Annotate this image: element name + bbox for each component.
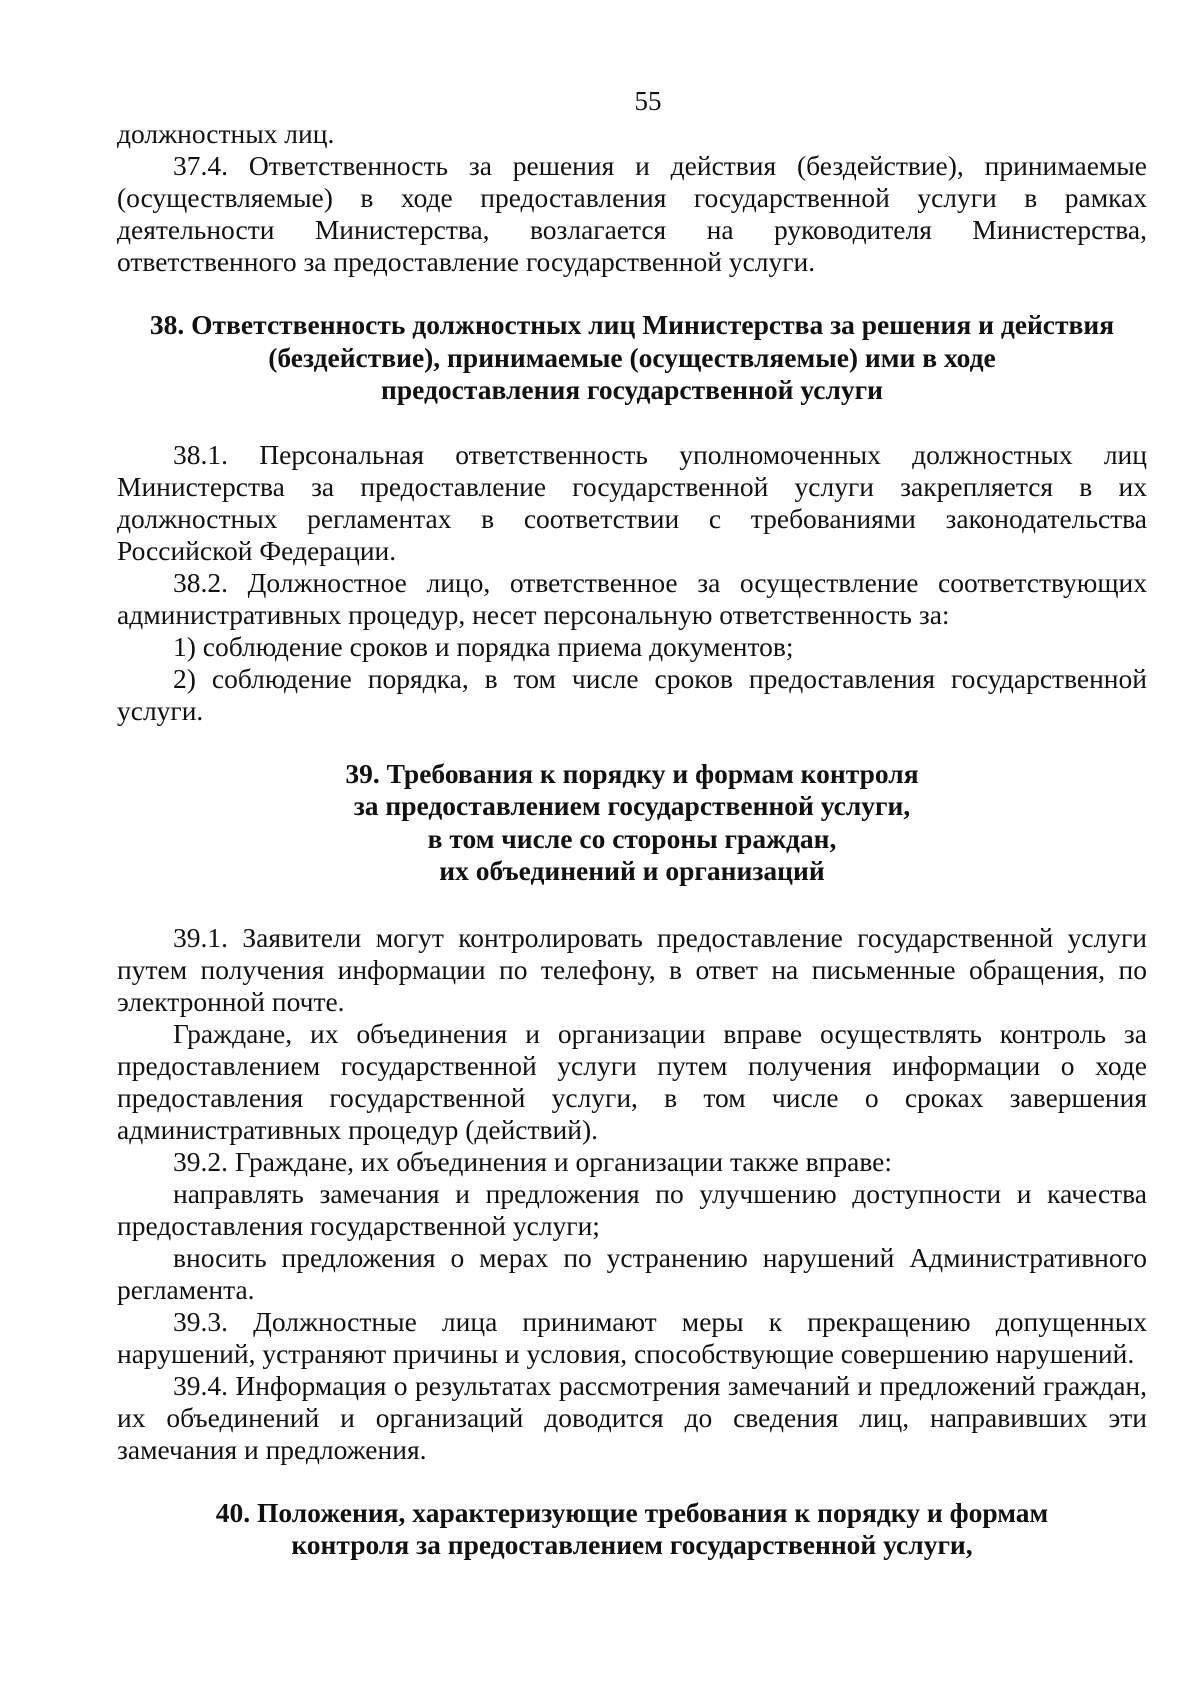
paragraph-39-2: 39.2. Граждане, их объединения и организации также вправе: <box>173 1145 892 1177</box>
heading-line: (бездействие), принимаемые (осуществляемые) ими в ходе <box>268 341 996 373</box>
list-item-1: 1) соблюдение сроков и порядка приема документов; <box>173 630 794 662</box>
paragraph-continuation: должностных лиц. <box>117 118 335 149</box>
heading-line: предоставления государственной услуги <box>381 374 883 405</box>
list-item-2: 2) соблюдение порядка, в том числе сроков предоставления государственной услуги. <box>117 662 1147 726</box>
heading-line: их объединений и организаций <box>439 855 825 886</box>
section-38-heading <box>117 309 1147 407</box>
paragraph-39-3: 39.3. Должностные лица принимают меры к прекращению допущенных нарушений, устраняют причины и условия, способствующие совершению нарушений. <box>117 1305 1147 1369</box>
paragraph-39-4: 39.4. Информация о результатах рассмотрения замечаний и предложений граждан, их объединений и организаций доводится до сведения лиц, направивших эти замечания и предложения. <box>117 1369 1147 1465</box>
paragraph-39-2-remarks: направлять замечания и предложения по улучшению доступности и качества предоставления государственной услуги; <box>117 1177 1147 1241</box>
paragraph-38-1: 38.1. Персональная ответственность уполномоченных должностных лиц Министерства за предоставление государственной услуги закрепляется в их должностных регламентах в соответствии с требованиями законодательства Российской Федерации. <box>117 438 1147 566</box>
heading-line: в том числе со стороны граждан, <box>427 822 837 854</box>
heading-line: 40. Положения, характеризующие требования к порядку и формам <box>215 1496 1049 1528</box>
paragraph-37-4: 37.4. Ответственность за решения и действия (бездействие), принимаемые (осуществляемые) в ходе предоставления государственной услуги в рамках деятельности Министерства, возлагается на руководителя Министерства, ответственного за предоставление государственной услуги. <box>117 150 1147 277</box>
heading-line: 38. Ответственность должностных лиц Министерства за решения и действия <box>149 309 1115 340</box>
heading-line: за предоставлением государственной услуги, <box>353 790 911 821</box>
paragraph-39-2-proposals: вносить предложения о мерах по устранению нарушений Административного регламента. <box>117 1241 1147 1305</box>
heading-line: контроля за предоставлением государственной услуги, <box>291 1529 973 1560</box>
page-number: 55 <box>634 86 662 116</box>
paragraph-39-1: 39.1. Заявители могут контролировать предоставление государственной услуги путем получения информации по телефону, в ответ на письменные обращения, по электронной почте. <box>117 921 1147 1017</box>
section-40-heading <box>117 1497 1147 1562</box>
paragraph-39-1-citizens: Граждане, их объединения и организации вправе осуществлять контроль за предоставлением государственной услуги путем получения информации о ходе предоставления государственной услуги, в том числе о сроках завершения административных процедур (действий). <box>117 1017 1147 1145</box>
section-39-heading <box>117 758 1147 888</box>
paragraph-38-2: 38.2. Должностное лицо, ответственное за осуществление соответствующих административных процедур, несет персональную ответственность за: <box>117 566 1147 630</box>
document-page <box>117 84 1147 1562</box>
heading-line: 39. Требования к порядку и формам контроля <box>345 757 919 789</box>
